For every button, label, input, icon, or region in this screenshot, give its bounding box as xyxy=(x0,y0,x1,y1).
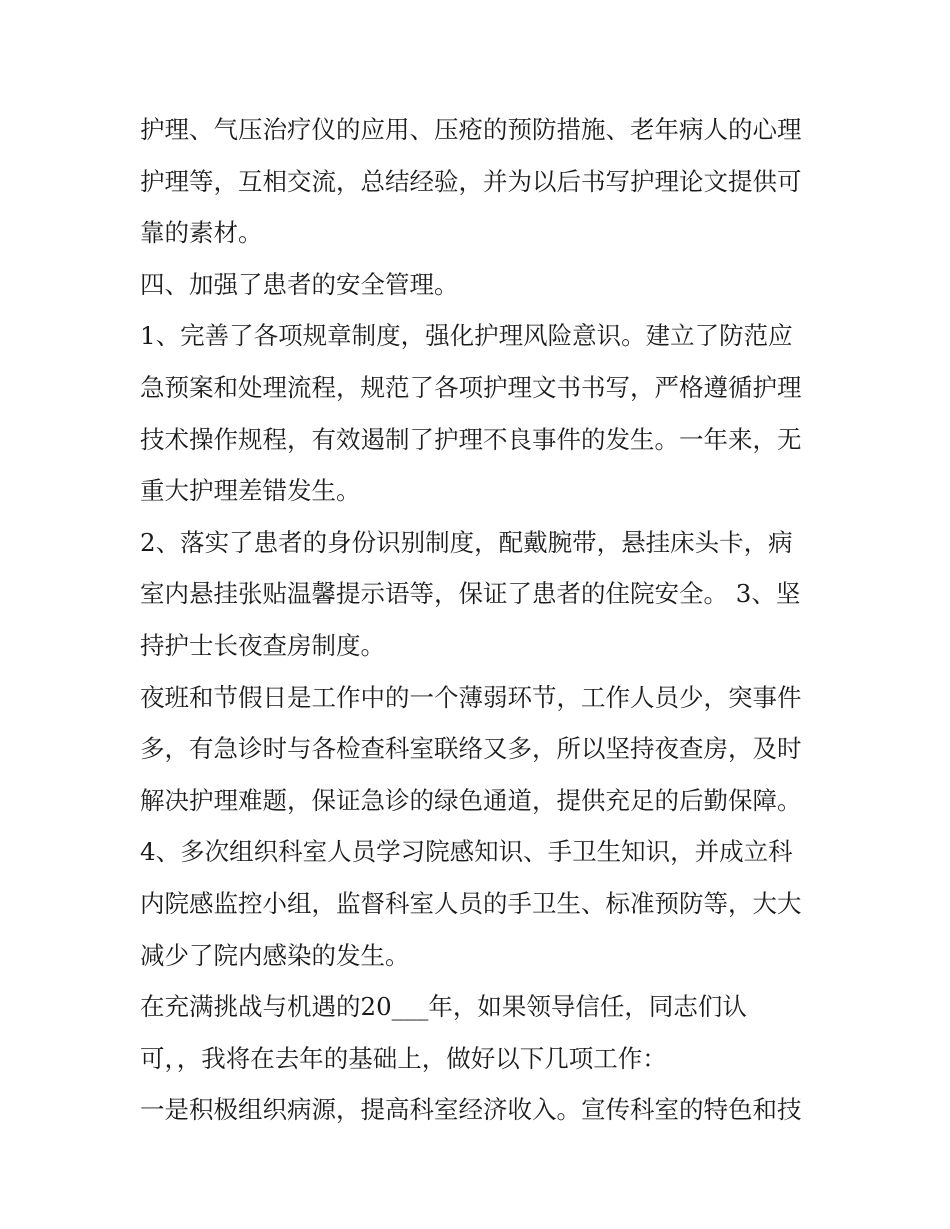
text-line: 室内悬挂张贴温馨提示语等，保证了患者的住院安全。 3、坚 xyxy=(140,579,801,609)
text-line: 急预案和处理流程，规范了各项护理文书书写，严格遵循护理 xyxy=(140,372,802,402)
text-line: 4、多次组织科室人员学习院感知识、手卫生知识，并成立科 xyxy=(140,837,793,867)
text-line: 可，，我将在去年的基础上，做好以下几项工作： xyxy=(140,1043,667,1073)
text-line: 一是积极组织病源，提高科室经济收入。宣传科室的特色和技 xyxy=(140,1095,802,1125)
text-line: 护理、气压治疗仪的应用、压疮的预防措施、老年病人的心理 xyxy=(140,115,802,144)
text-line: 持护士长夜查房制度。 xyxy=(140,630,385,660)
text-line: 在充满挑战与机遇的20___年，如果领导信任，同志们认 xyxy=(140,992,747,1022)
text-line: 重大护理差错发生。 xyxy=(140,476,361,506)
document-body xyxy=(140,104,830,1136)
text-line: 内院感监控小组，监督科室人员的手卫生、标准预防等，大大 xyxy=(140,888,802,918)
text-line: 多，有急诊时与各检查科室联络又多，所以坚持夜查房，及时 xyxy=(140,734,802,764)
text-line: 夜班和节假日是工作中的一个薄弱环节，工作人员少，突事件 xyxy=(140,682,802,712)
text-line: 1、完善了各项规章制度，强化护理风险意识。建立了防范应 xyxy=(140,321,793,351)
text-line: 靠的素材。 xyxy=(140,218,263,248)
text-line: 护理等，互相交流，总结经验，并为以后书写护理论文提供可 xyxy=(140,166,802,196)
text-line: 减少了院内感染的发生。 xyxy=(140,940,410,970)
text-line: 2、落实了患者的身份识别制度，配戴腕带，悬挂床头卡，病 xyxy=(140,527,793,557)
section-heading: 四、加强了患者的安全管理。 xyxy=(140,269,459,299)
text-line: 技术操作规程，有效遏制了护理不良事件的发生。一年来，无 xyxy=(140,424,802,454)
text-line: 解决护理难题，保证急诊的绿色通道，提供充足的后勤保障。 xyxy=(140,785,802,815)
